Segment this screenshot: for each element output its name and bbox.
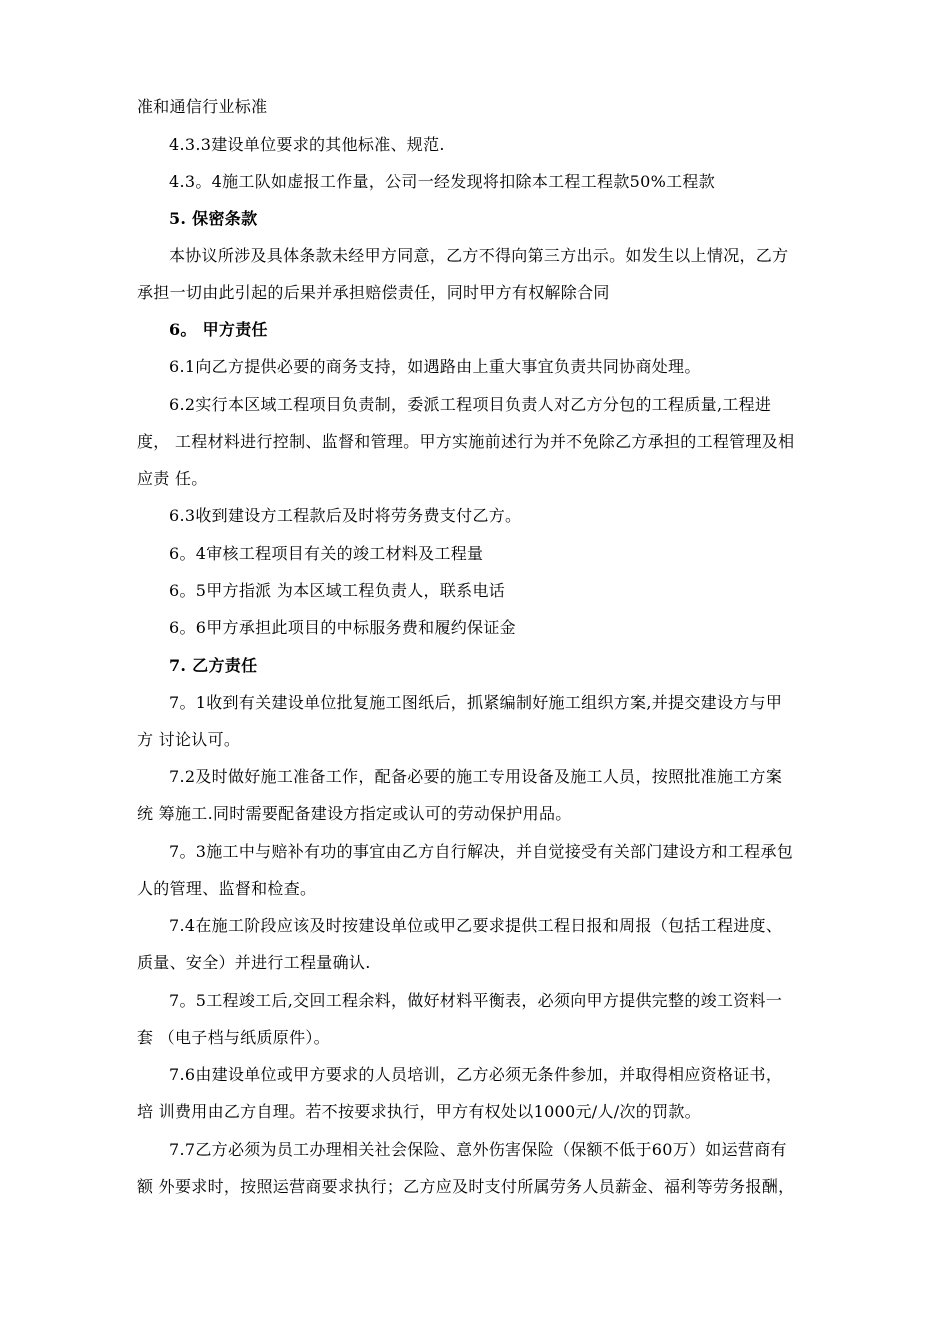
text-line: 7.4在施工阶段应该及时按建设单位或甲乙要求提供工程日报和周报（包括工程进度、 — [169, 916, 783, 935]
text-line: 7.2及时做好施工准备工作，配备必要的施工专用设备及施工人员，按照批准施工方案 — [169, 767, 783, 786]
text-line: 方 讨论认可。 — [137, 730, 241, 749]
section-heading: 6。 甲方责任 — [169, 320, 268, 339]
text-line: 应责 任。 — [137, 469, 208, 488]
section-heading: 7. 乙方责任 — [169, 656, 258, 675]
text-line: 统 筹施工.同时需要配备建设方指定或认可的劳动保护用品。 — [137, 804, 572, 823]
text-line: 承担一切由此引起的后果并承担赔偿责任，同时甲方有权解除合同 — [137, 283, 610, 302]
text-line: 7.7乙方必须为员工办理相关社会保险、意外伤害保险（保额不低于60万）如运营商有 — [169, 1140, 787, 1159]
text-line: 4.3。4施工队如虚报工作量，公司一经发现将扣除本工程工程款50%工程款 — [169, 172, 715, 191]
text-line: 本协议所涉及具体条款未经甲方同意，乙方不得向第三方出示。如发生以上情况，乙方 — [169, 246, 789, 265]
text-line: 6。4审核工程项目有关的竣工材料及工程量 — [169, 544, 484, 563]
text-line: 培 训费用由乙方自理。若不按要求执行，甲方有权处以1000元/人/次的罚款。 — [137, 1102, 701, 1121]
text-line: 人的管理、监督和检查。 — [137, 879, 317, 898]
text-line: 6.2实行本区域工程项目负责制，委派工程项目负责人对乙方分包的工程质量,工程进 — [169, 395, 772, 414]
text-line: 套 （电子档与纸质原件）。 — [137, 1028, 330, 1047]
text-line: 6.3收到建设方工程款后及时将劳务费支付乙方。 — [169, 506, 522, 525]
text-line: 7。1收到有关建设单位批复施工图纸后，抓紧编制好施工组织方案,并提交建设方与甲 — [169, 693, 783, 712]
text-line: 准和通信行业标准 — [137, 97, 268, 116]
text-line: 7.6由建设单位或甲方要求的人员培训，乙方必须无条件参加，并取得相应资格证书， — [169, 1065, 783, 1084]
text-line: 度， 工程材料进行控制、监督和管理。甲方实施前述行为并不免除乙方承担的工程管理及相 — [137, 432, 795, 451]
text-line: 额 外要求时，按照运营商要求执行；乙方应及时支付所属劳务人员薪金、福利等劳务报酬， — [137, 1177, 795, 1196]
text-line: 质量、安全）并进行工程量确认. — [137, 953, 371, 972]
text-line: 6。6甲方承担此项目的中标服务费和履约保证金 — [169, 618, 516, 637]
text-line: 7。5工程竣工后,交回工程余料，做好材料平衡表，必须向甲方提供完整的竣工资料一 — [169, 991, 783, 1010]
text-line: 4.3.3建设单位要求的其他标准、规范. — [169, 135, 445, 154]
section-heading: 5. 保密条款 — [169, 209, 258, 228]
text-line: 6。5甲方指派 为本区域工程负责人，联系电话 — [169, 581, 506, 600]
text-line: 7。3施工中与赔补有功的事宜由乙方自行解决，并自觉接受有关部门建设方和工程承包 — [169, 842, 794, 861]
text-line: 6.1向乙方提供必要的商务支持，如遇路由上重大事宜负责共同协商处理。 — [169, 357, 701, 376]
